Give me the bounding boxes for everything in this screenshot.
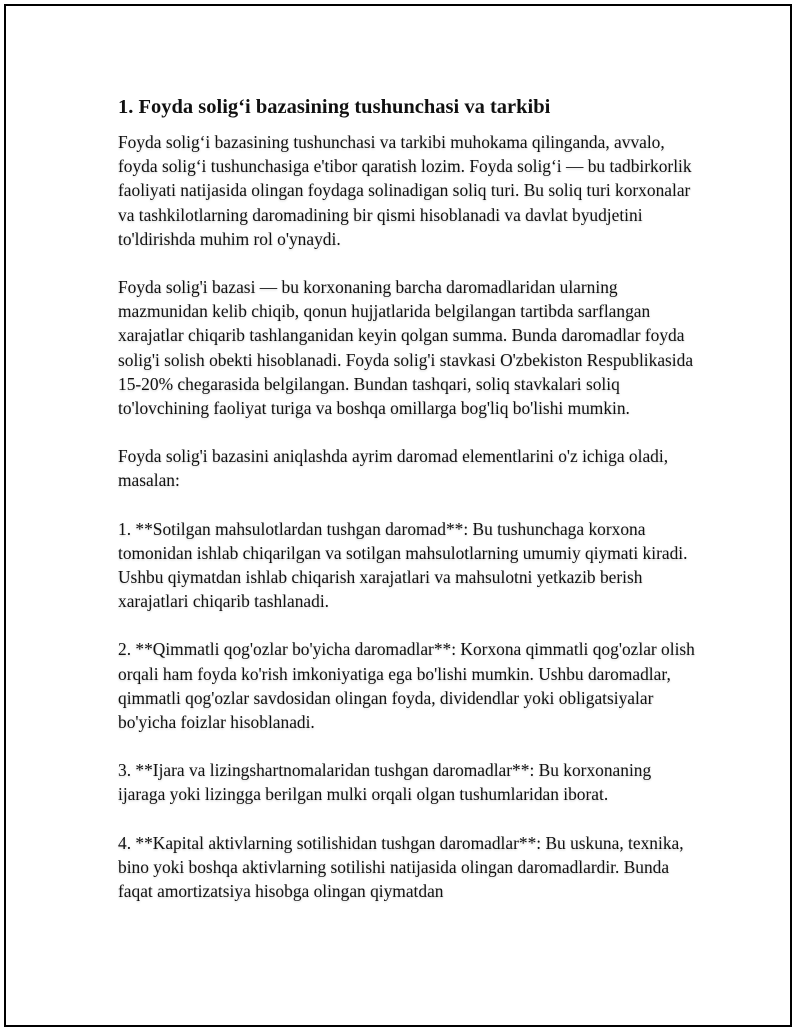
list-item-securities-income: 2. **Qimmatli qog'ozlar bo'yicha daromadlar**: Korxona qimmatli qog'ozlar olish orqali ham foyda ko'rish imkoniyatiga ega bo'lishi mumkin. Ushbu daromadlar, qimmatli qog'ozlar savdosidan olingan foyda, dividendlar yoki obligatsiyalar bo'yicha foizlar hisoblanadi. — [118, 639, 695, 733]
paragraph-tax-base: Foyda solig'i bazasi — bu korxonaning barcha daromadlaridan ularning mazmunidan kelib chiqib, qonun hujjatlarida belgilangan tartibda sarflangan xarajatlar chiqarib tashlanganidan keyin qolgan summa. Bunda daromadlar foyda solig'i solish obekti hisoblanadi. Foyda solig'i stavkasi O'zbekiston Respublikasida 15-20% chegarasida belgilangan. Bundan tashqari, soliq stavkalari soliq to'lovchining faoliyat turiga va boshqa omillarga bog'liq bo'lishi mumkin. — [118, 277, 694, 419]
list-item-capital-assets-income: 4. **Kapital aktivlarning sotilishidan tushgan daromadlar**: Bu uskuna, texnika, bino yoki boshqa aktivlarning sotilishi natijasida olingan daromadlardir. Bunda faqat amortizatsiya hisobga olingan qiymatdan — [118, 832, 684, 902]
paragraph-intro: Foyda solig‘i bazasining tushunchasi va tarkibi muhokama qilinganda, avvalo, foyda solig‘i tushunchasiga e'tibor qaratish lozim. Foyda solig‘i — bu tadbirkorlik faoliyati natijasida olingan foydaga solinadigan soliq turi. Bu soliq turi korxonalar va tashkilotlarning daromadining bir qismi hisoblanadi va davlat byudjetini to'ldirishda muhim rol o'ynaydi. — [118, 132, 692, 249]
document-body — [118, 94, 698, 927]
list-item-sales-income: 1. **Sotilgan mahsulotlardan tushgan daromad**: Bu tushunchaga korxona tomonidan ishlab chiqarilgan va sotilgan mahsulotlarning umumiy qiymati kiradi. Ushbu qiymatdan ishlab chiqarish xarajatlari va mahsulotni yetkazib berish xarajatlari chiqarib tashlanadi. — [118, 518, 688, 612]
paragraph-elements-intro: Foyda solig'i bazasini aniqlashda ayrim daromad elementlarini o'z ichiga oladi, masalan: — [118, 446, 669, 491]
section-heading: 1. Foyda solig‘i bazasining tushunchasi va tarkibi — [118, 96, 551, 118]
list-item-lease-income: 3. **Ijara va lizingshartnomalaridan tushgan daromadlar**: Bu korxonaning ijaraga yoki lizingga berilgan mulki orqali olgan tushumlaridan iborat. — [118, 760, 652, 805]
